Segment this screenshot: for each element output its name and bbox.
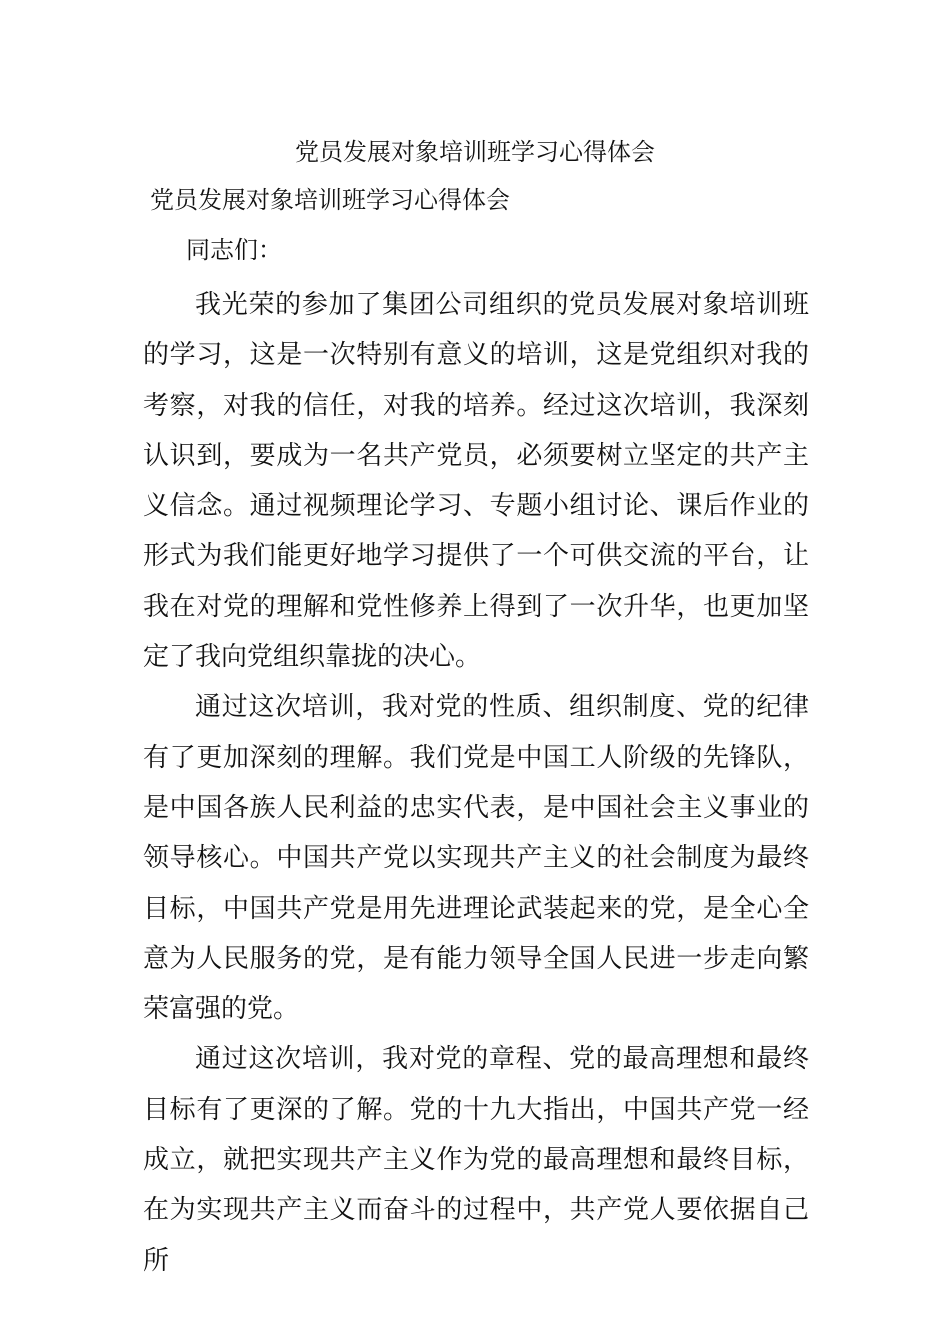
- paragraph-3: 通过这次培训，我对党的章程、党的最高理想和最终目标有了更深的了解。党的十九大指出，中国共产党一经成立，就把实现共产主义作为党的最高理想和最终目标，在为实现共产主义而奋斗的过程中，共产党人要依据自己所: [143, 1044, 809, 1276]
- paragraph-1: 我光荣的参加了集团公司组织的党员发展对象培训班的学习，这是一次特别有意义的培训，这是党组织对我的考察，对我的信任，对我的培养。经过这次培训，我深刻认识到，要成为一名共产党员，必须要树立坚定的共产主义信念。通过视频理论学习、专题小组讨论、课后作业的形式为我们能更好地学习提供了一个可供交流的平台，让我在对党的理解和党性修养上得到了一次升华，也更加坚定了我向党组织靠拢的决心。: [143, 290, 809, 673]
- salutation: 同志们：: [186, 236, 282, 264]
- paragraph-2: 通过这次培训，我对党的性质、组织制度、党的纪律有了更加深刻的理解。我们党是中国工人阶级的先锋队，是中国各族人民利益的忠实代表，是中国社会主义事业的领导核心。中国共产党以实现共产主义的社会制度为最终目标，中国共产党是用先进理论武装起来的党，是全心全意为人民服务的党，是有能力领导全国人民进一步走向繁荣富强的党。: [143, 692, 809, 1025]
- document-title: 党员发展对象培训班学习心得体会: [295, 138, 655, 166]
- document-body: [143, 280, 809, 1286]
- document-subtitle: 党员发展对象培训班学习心得体会: [150, 186, 510, 214]
